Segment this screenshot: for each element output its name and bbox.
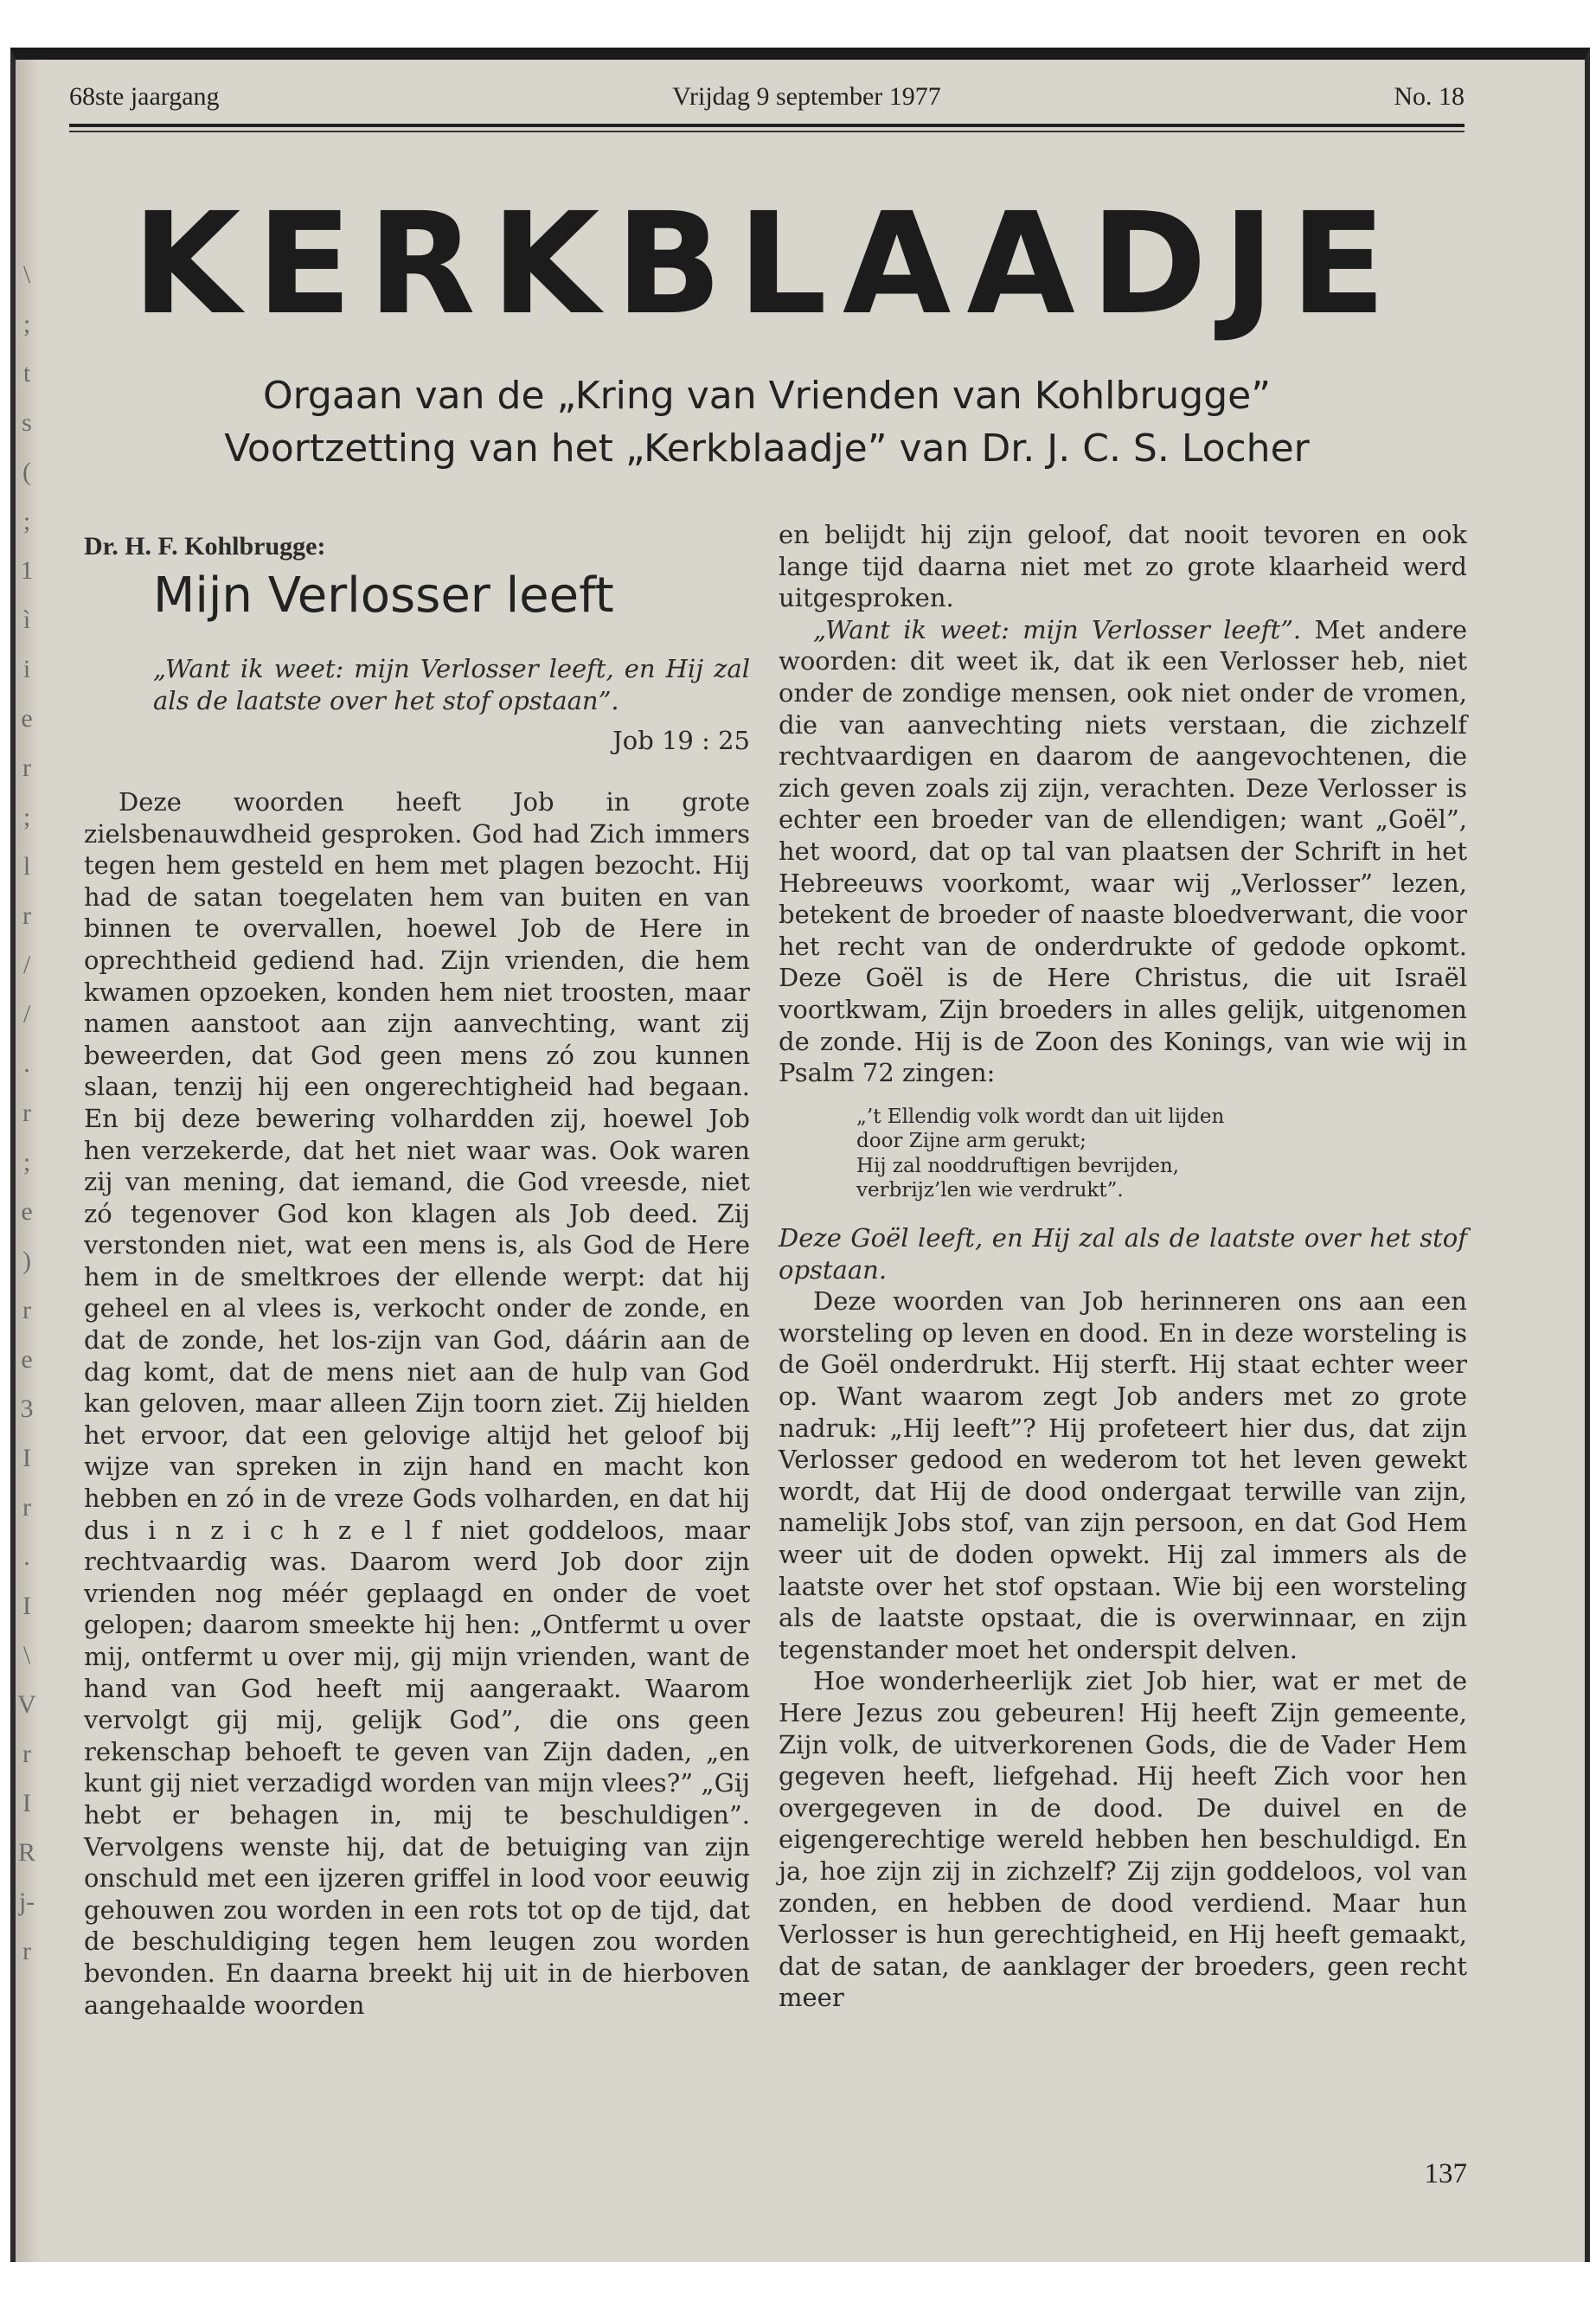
gutter-mark: ;	[22, 803, 31, 831]
gutter-mark: 1	[20, 556, 34, 585]
gutter-mark: r	[22, 1099, 31, 1127]
scripture-reference: Job 19 : 25	[612, 726, 750, 756]
volume-label: 68ste jaargang	[69, 82, 220, 111]
page-number: 137	[1424, 2158, 1467, 2189]
body-paragraph: Deze woorden heeft Job in grote zielsbenauwdheid gesproken. God had Zich immers tegen hem gesteld en hem met plagen bezocht. Hij had de satan toegelaten hem van buiten en van binnen te overvallen, hoewel Job de Here in oprechtheid gediend had. Zijn vrienden, die hem kwamen opzoeken, konden hem niet troosten, maar namen aanstoot aan zijn aanvechting, want zij beweerden, dat God geen mens zó zou kunnen slaan, tenzij hij een ongerechtigheid had begaan. En bij deze bewering volhardden zij, hoewel Job hen verzekerde, dat het niet waar was. Ook waren zij van mening, dat iemand, die God vreesde, niet zó tegenover God kon klagen als Job deed. Zij verstonden niet, wat een mens is, als God de Here hem in de smeltkroes der ellende werpt: dat hij geheel en al vlees is, verkocht onder de zonde, en dat de zonde, het los-zijn van God, dáárin aan de dag komt, dat de mens niet aan de hulp van God kan geloven, maar alleen Zijn toorn ziet. Zij hielden het ervoor, dat een gelovige altijd het geloof bij wijze van spreken in zijn hand en macht kon hebben en zó in de vreze Gods volharden, en dat hij dus i n z i c h z e l f niet goddeloos, maar rechtvaardig was. Daarom werd Job door zijn vrienden nog méér geplaagd en onder de voet gelopen; daarom smeekte hij hen: „Ontfermt u over mij, ontfermt u over mij, gij mijn vrienden, want de hand van God heeft mij aangeraakt. Waarom vervolgt gij mij, gelijk God”, die ons geen rekenschap behoeft te geven van Zijn daden, „en kunt gij niet verzadigd worden van mijn vlees?” „Gij hebt er behagen in, mij te beschuldigen”. Vervolgens wenste hij, dat de betuiging van zijn onschuld met een ijzeren griffel in lood voor eeuwig gehouwen zou worden in een rots tot op de tijd, dat de beschuldiging tegen hem leugen zou worden bevonden. En daarna breekt hij uit in de hierboven aangehaalde woorden	[84, 786, 750, 2020]
masthead-title: KERKBLAADJE	[131, 183, 1402, 346]
gutter-mark: ;	[22, 310, 31, 338]
body-paragraph: Deze woorden van Job herinneren ons aan een worsteling op leven en dood. En in deze worsteling is de Goël onderdrukt. Hij sterft. Hij staat echter weer op. Want waarom zegt Job anders met zo grote nadruk: „Hij leeft”? Hij profeteert hier dus, dat zijn Verlosser gedood en wederom tot het leven gewekt wordt, dat Hij de dood ondergaat terwille van zijn, namelijk Jobs stof, van zijn persoon, en dat God Hem weer uit de doden opwekt. Hij zal immers als de laatste over het stof opstaan. Wie bij een worsteling als de laatste opstaat, die is overwinnaar, en zijn tegenstander moet het onderspit delven.	[779, 1286, 1467, 1664]
psalm-line: verbrijz’len wie verdrukt”.	[856, 1179, 1124, 1202]
gutter-mark: e	[21, 1345, 33, 1374]
gutter-mark: r	[22, 1740, 31, 1768]
gutter-mark: I	[22, 1444, 31, 1472]
gutter-marks	[17, 250, 36, 1976]
body-paragraph: en belijdt hij zijn geloof, dat nooit tevoren en ook lange tijd daarna niet met zo grote klaarheid werd uitgesproken.	[779, 520, 1467, 613]
gutter-mark: /	[22, 951, 31, 979]
quoted-verse: „Want ik weet: mijn Verlosser leeft”.	[813, 614, 1302, 644]
gutter-mark: I	[22, 1592, 31, 1620]
gutter-mark: r	[22, 1937, 31, 1965]
italic-statement: Deze Goël leeft, en Hij zal als de laatste over het stof opstaan.	[779, 1223, 1467, 1285]
gutter-mark: ;	[22, 507, 31, 535]
gutter-mark: r	[22, 1493, 31, 1522]
psalm-line: „’t Ellendig volk wordt dan uit lijden	[856, 1105, 1225, 1128]
gutter-mark: .	[23, 1049, 30, 1078]
psalm-quote	[856, 1105, 1467, 1203]
masthead-subtitle-2: Voortzetting van het „Kerkblaadje” van Dr. J. C. S. Locher	[224, 426, 1310, 471]
gutter-mark: l	[22, 852, 31, 881]
gutter-mark: )	[22, 1247, 31, 1275]
issue-number: No. 18	[1394, 82, 1465, 111]
gutter-mark: r	[22, 1296, 31, 1324]
gutter-mark: V	[17, 1690, 36, 1719]
gutter-mark: \	[22, 260, 31, 289]
issue-date: Vrijdag 9 september 1977	[672, 82, 941, 111]
gutter-mark: i	[22, 655, 31, 683]
gutter-mark: r	[22, 753, 31, 782]
gutter-mark: \	[22, 1641, 31, 1670]
gutter-mark: R	[17, 1838, 35, 1867]
right-column	[779, 519, 1467, 2014]
paragraph-text: Met andere woorden: dit weet ik, dat ik een Verlosser heb, niet onder de zondige mensen, ook niet onder de vromen, die van aanvechting niets verstaan, die zichzelf rechtvaardigen en daarom de aangevochtenen, die zich geven zoals zij zijn, verachten. Deze Verlosser is echter een broeder van de ellendigen; want „Goël”, het woord, dat op tal van plaatsen der Schrift in het Hebreeuws voorkomt, waar wij „Verlosser” lezen, betekent de broeder of naaste bloedverwant, die voor het recht van de onderdrukte of gedode opkomt. Deze Goël is de Here Christus, die uit Israël voortkwam, Zijn broeders in alles gelijk, uitgenomen de zonde. Hij is de Zoon des Konings, van wie wij in Psalm 72 zingen:	[779, 614, 1467, 1088]
gutter-mark: s	[22, 408, 32, 437]
article-author: Dr. H. F. Kohlbrugge:	[84, 532, 326, 561]
issue-header	[69, 82, 1465, 112]
left-column	[84, 519, 750, 2021]
masthead-subtitle-1: Orgaan van de „Kring van Vrienden van Kohlbrugge”	[262, 374, 1272, 418]
gutter-mark: t	[22, 359, 31, 388]
gutter-mark: ì	[22, 606, 31, 634]
psalm-line: door Zijne arm gerukt;	[856, 1130, 1086, 1153]
gutter-mark: /	[22, 1000, 31, 1029]
article-title: Mijn Verlosser leeft	[153, 567, 614, 624]
header-rule-thin	[69, 131, 1465, 132]
psalm-line: Hij zal nooddruftigen bevrijden,	[856, 1154, 1179, 1177]
gutter-mark: e	[21, 1197, 33, 1226]
gutter-mark: ;	[22, 1148, 31, 1176]
gutter-mark: (	[22, 458, 31, 486]
header-rule-thick	[69, 124, 1465, 127]
gutter-mark: .	[23, 1542, 30, 1571]
gutter-mark: e	[21, 704, 33, 733]
body-paragraph: Hoe wonderheerlijk ziet Job hier, wat er met de Here Jezus zou gebeuren! Hij heeft Zijn gemeente, Zijn volk, de uitverkorenen Gods, die de Vader Hem gegeven heeft, liefgehad. Hij heeft Zich voor hen overgegeven in de dood. De duivel en de eigengerechtige wereld hebben hen beschuldigd. En ja, hoe zijn zij in zichzelf? Zij zijn goddeloos, vol van zonden, en hebben de dood verdiend. Maar hun Verlosser is hun gerechtigheid, en Hij heeft gemaakt, dat de satan, de aanklager der broeders, geen recht meer	[779, 1666, 1467, 2013]
article-motto: „Want ik weet: mijn Verlosser leeft, en Hij zal als de laatste over het stof opstaan”.	[153, 654, 750, 715]
gutter-mark: j-	[18, 1888, 35, 1916]
binding-gutter	[16, 60, 40, 2262]
gutter-mark: 3	[20, 1394, 34, 1423]
gutter-mark: r	[22, 901, 31, 930]
body-paragraph	[779, 614, 1467, 1089]
gutter-mark: I	[22, 1789, 31, 1817]
